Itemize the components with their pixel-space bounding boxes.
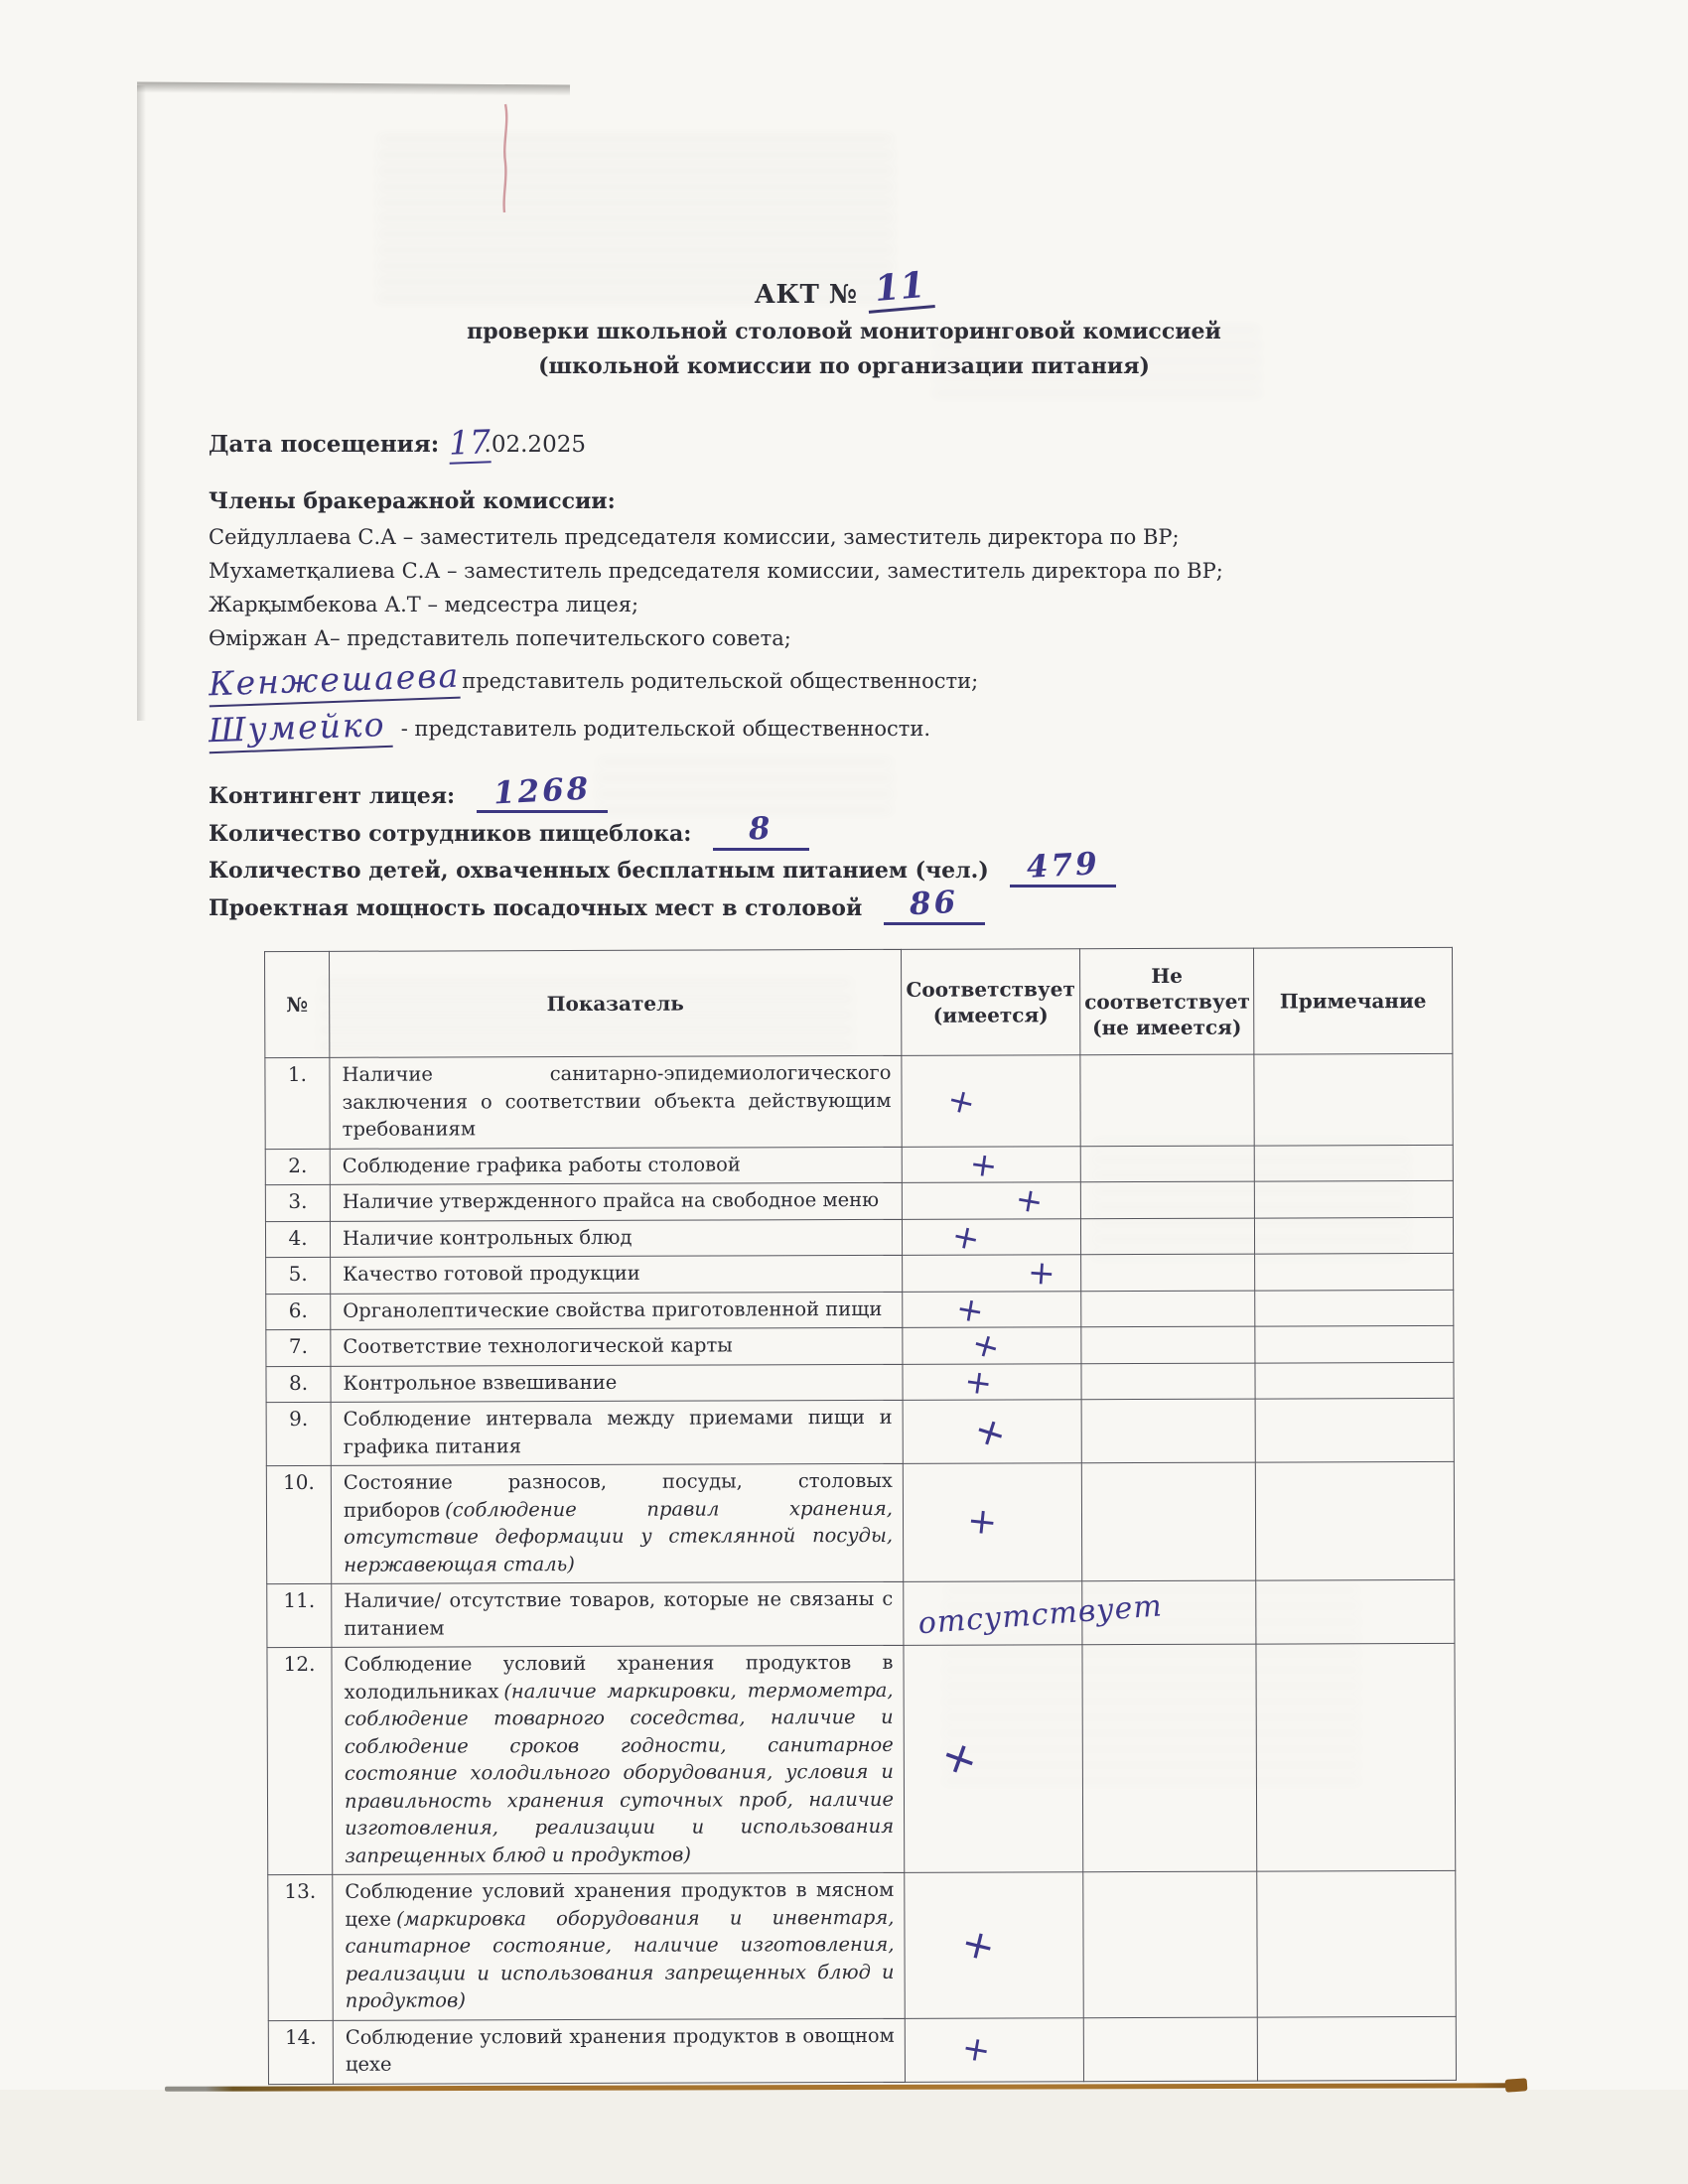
page-bottom-edge-corner bbox=[1505, 2078, 1528, 2093]
row-indicator bbox=[330, 1219, 902, 1258]
stat-label: Контингент лицея: bbox=[209, 783, 456, 809]
member-role: представитель родительской общественности; bbox=[462, 669, 979, 693]
indicator-italic: (соблюдение правил хранения, отсутствие деформации у стеклянной посуды, нержавеющая сталь) bbox=[344, 1496, 894, 1576]
row-indicator bbox=[331, 1400, 903, 1465]
cell-not-conforms bbox=[1080, 1146, 1254, 1182]
row-number: 9. bbox=[266, 1402, 331, 1465]
cell-not-conforms bbox=[1082, 1644, 1257, 1872]
page-edge-shadow-left bbox=[137, 85, 146, 721]
cell-not-conforms bbox=[1081, 1363, 1255, 1400]
stat-value-handwritten: 479 bbox=[1026, 846, 1101, 886]
table-row bbox=[267, 1643, 1456, 1874]
check-mark-handwritten: + bbox=[965, 1500, 1000, 1544]
cell-note bbox=[1254, 1053, 1453, 1145]
cell-conforms bbox=[903, 1288, 1081, 1331]
row-indicator bbox=[332, 1581, 904, 1647]
cell-conforms bbox=[902, 1143, 1080, 1186]
check-mark-handwritten: + bbox=[961, 1360, 995, 1404]
members-heading: Члены бракеражной комиссии: bbox=[209, 488, 616, 514]
document-title bbox=[0, 263, 1688, 315]
indicator-text: Наличие санитарно-эпидемиологического заключения о соответствии объекта действующим требованиям bbox=[342, 1060, 892, 1141]
stat-underline bbox=[713, 809, 809, 851]
stat-label: Проектная мощность посадочных мест в столовой bbox=[209, 894, 863, 921]
table-row bbox=[266, 1253, 1454, 1294]
col-header-number: № bbox=[265, 951, 330, 1057]
row-indicator bbox=[330, 1055, 902, 1149]
stat-label: Количество детей, охваченных бесплатным питанием (чел.) bbox=[209, 858, 989, 884]
stat-value-handwritten: 1268 bbox=[492, 770, 592, 812]
cell-note bbox=[1255, 1362, 1454, 1399]
check-mark-handwritten: + bbox=[947, 1214, 984, 1259]
visit-date-line bbox=[209, 421, 586, 462]
document-subtitle-1: проверки школьной столовой мониторинговой комиссией bbox=[467, 319, 1221, 344]
indicator-text: Наличие контрольных блюд bbox=[342, 1225, 633, 1250]
inspection-table-wrapper bbox=[264, 947, 1456, 2085]
check-mark-handwritten: + bbox=[968, 1406, 1013, 1457]
indicator-text: Наличие утвержденного прайса на свободное меню bbox=[342, 1187, 880, 1213]
check-mark-handwritten: + bbox=[1012, 1178, 1047, 1222]
cell-conforms bbox=[902, 1055, 1080, 1147]
cell-conforms bbox=[905, 2017, 1083, 2082]
scanner-background bbox=[0, 2090, 1688, 2184]
check-mark-handwritten: + bbox=[933, 1727, 986, 1789]
row-number: 3. bbox=[265, 1184, 330, 1221]
cell-not-conforms bbox=[1083, 1871, 1258, 2017]
row-indicator bbox=[331, 1364, 903, 1403]
cell-conforms bbox=[903, 1252, 1081, 1294]
check-mark-handwritten: + bbox=[956, 1919, 1000, 1972]
cell-note bbox=[1256, 1643, 1456, 1871]
cell-not-conforms bbox=[1081, 1399, 1255, 1463]
cell-not-conforms bbox=[1081, 1254, 1255, 1291]
cell-note bbox=[1255, 1290, 1454, 1326]
table-body bbox=[265, 1053, 1457, 2084]
stat-underline bbox=[1010, 846, 1116, 887]
check-mark-handwritten: + bbox=[1026, 1252, 1056, 1294]
cell-note bbox=[1255, 1253, 1454, 1290]
indicator-text: Контрольное взвешивание bbox=[343, 1370, 618, 1395]
red-pen-mark bbox=[492, 101, 518, 216]
stat-line bbox=[209, 809, 1499, 854]
table-header bbox=[265, 947, 1453, 1057]
page-edge-shadow-top bbox=[137, 81, 570, 95]
indicator-text: Соответствие технологической карты bbox=[343, 1333, 733, 1358]
cell-conforms bbox=[903, 1400, 1081, 1464]
row-number: 5. bbox=[266, 1257, 331, 1294]
inspection-table bbox=[264, 947, 1457, 2085]
row-number: 1. bbox=[265, 1057, 330, 1149]
cell-note bbox=[1255, 1398, 1454, 1462]
stat-label: Количество сотрудников пищеблока: bbox=[209, 820, 692, 847]
col-header-not-conforms: Не соответствует (не имеется) bbox=[1080, 948, 1254, 1055]
row-indicator bbox=[330, 1182, 902, 1221]
cafeteria-stats-section bbox=[209, 770, 1499, 927]
table-row bbox=[265, 1053, 1453, 1149]
stat-line bbox=[209, 846, 1499, 890]
signature-handwritten: Кенжешаева bbox=[208, 654, 461, 708]
member-role: - представитель родительской общественности. bbox=[400, 717, 931, 741]
col-header-conforms: Соответствует (имеется) bbox=[902, 949, 1080, 1056]
indicator-text: Состояние разносов, посуды, столовых приборов bbox=[343, 1468, 893, 1522]
table-row bbox=[266, 1325, 1454, 1366]
visit-date-rest: .02.2025 bbox=[484, 432, 586, 458]
act-number-handwritten: 11 bbox=[865, 263, 935, 314]
indicator-italic: (маркировка оборудования и инвентаря, санитарное состояние, наличие изготовления, реализации и использования запрещенных блюд и продуктов) bbox=[345, 1905, 895, 2012]
row-indicator bbox=[332, 1645, 905, 1874]
row-number: 7. bbox=[266, 1329, 331, 1366]
stat-value-handwritten: 8 bbox=[748, 809, 774, 848]
member-line-signed bbox=[209, 655, 1499, 703]
table-row bbox=[268, 1870, 1457, 2020]
title-prefix: АКТ № bbox=[754, 280, 858, 310]
row-number: 12. bbox=[267, 1647, 333, 1874]
indicator-text: Качество готовой продукции bbox=[343, 1261, 640, 1286]
cell-conforms bbox=[904, 1645, 1083, 1873]
signature-handwritten: Шумейко bbox=[208, 703, 392, 753]
indicator-text: Органолептические свойства приготовленной пищи bbox=[343, 1297, 883, 1322]
cell-not-conforms bbox=[1080, 1218, 1254, 1255]
member-line: Өміржан А– представитель попечительского совета; bbox=[209, 626, 791, 650]
cell-conforms bbox=[904, 1581, 1164, 1646]
cell-conforms bbox=[903, 1360, 1081, 1404]
indicator-text: Соблюдение условий хранения продуктов в холодильниках bbox=[344, 1650, 894, 1704]
indicator-text: Соблюдение условий хранения продуктов в овощном цехе bbox=[345, 2023, 895, 2076]
row-number: 6. bbox=[266, 1294, 331, 1330]
cell-not-conforms bbox=[1080, 1181, 1254, 1218]
cell-not-conforms bbox=[1081, 1291, 1255, 1327]
check-mark-handwritten: + bbox=[966, 1143, 1000, 1186]
document-header bbox=[0, 263, 1688, 384]
cell-note bbox=[1257, 1870, 1457, 2016]
stat-line bbox=[209, 884, 1499, 928]
table-row bbox=[265, 1180, 1453, 1221]
stat-line bbox=[209, 770, 1499, 816]
table-header-row bbox=[265, 947, 1453, 1057]
row-indicator bbox=[331, 1463, 903, 1583]
check-mark-handwritten: + bbox=[958, 2027, 994, 2072]
indicator-text: Соблюдение условий хранения продуктов в мясном цехе bbox=[345, 1877, 895, 1931]
row-number: 8. bbox=[266, 1366, 331, 1403]
cell-note bbox=[1257, 2016, 1456, 2081]
row-number: 2. bbox=[265, 1149, 330, 1185]
row-number: 13. bbox=[268, 1874, 334, 2020]
visit-date-day-handwritten: 17 bbox=[447, 422, 492, 463]
row-indicator bbox=[331, 1327, 903, 1366]
cell-conforms bbox=[903, 1322, 1081, 1368]
indicator-text: Соблюдение графика работы столовой bbox=[342, 1152, 741, 1177]
indicator-text: Соблюдение интервала между приемами пищи и графика питания bbox=[343, 1405, 893, 1458]
indicator-text: Наличие/ отсутствие товаров, которые не связаны с питанием bbox=[344, 1586, 894, 1640]
row-indicator bbox=[331, 1292, 903, 1330]
table-row bbox=[266, 1362, 1454, 1403]
table-row bbox=[266, 1398, 1454, 1465]
member-line: Сейдуллаева С.А – заместитель председателя комиссии, заместитель директора по ВР; bbox=[209, 525, 1180, 549]
table-row bbox=[266, 1461, 1454, 1583]
cell-conforms bbox=[905, 1872, 1084, 2018]
table-row bbox=[265, 1145, 1453, 1185]
handwritten-note-absent: отсутствует bbox=[916, 1588, 1164, 1642]
cell-conforms bbox=[902, 1214, 1080, 1259]
check-mark-handwritten: + bbox=[967, 1322, 1005, 1368]
cell-note bbox=[1254, 1180, 1453, 1217]
col-header-indicator: Показатель bbox=[330, 949, 902, 1057]
cell-conforms bbox=[902, 1178, 1080, 1222]
indicator-italic: (наличие маркировки, термометра, соблюдение товарного соседства, наличие и соблюдение сроков годности, санитарное состояние холодильного оборудования, условия и правильность хранения суточных проб, наличие изготовления, реализации и использования запрещенных блюд и продуктов) bbox=[344, 1678, 895, 1867]
cell-not-conforms bbox=[1081, 1462, 1255, 1581]
member-line-signed bbox=[209, 703, 1499, 751]
cell-note bbox=[1255, 1461, 1454, 1580]
check-mark-handwritten: + bbox=[942, 1078, 980, 1124]
stat-underline bbox=[477, 770, 608, 813]
row-number: 14. bbox=[268, 2020, 333, 2084]
row-indicator bbox=[330, 1147, 902, 1185]
row-number: 11. bbox=[267, 1583, 332, 1647]
check-mark-handwritten: + bbox=[952, 1288, 987, 1331]
cell-conforms bbox=[903, 1463, 1081, 1582]
row-indicator bbox=[331, 1255, 903, 1294]
document-subtitle-2: (школьной комиссии по организации питания) bbox=[538, 353, 1150, 379]
cell-note bbox=[1254, 1145, 1453, 1181]
row-number: 4. bbox=[265, 1221, 330, 1258]
stat-value-handwritten: 86 bbox=[909, 884, 960, 922]
cell-note bbox=[1254, 1217, 1453, 1254]
commission-members-section bbox=[209, 488, 1499, 751]
cell-note bbox=[1255, 1325, 1454, 1362]
table-row bbox=[266, 1290, 1454, 1330]
row-number: 10. bbox=[266, 1465, 331, 1583]
row-indicator bbox=[333, 2018, 905, 2084]
table-row bbox=[268, 2016, 1456, 2084]
visit-date-label: Дата посещения: bbox=[209, 431, 440, 458]
col-header-note: Примечание bbox=[1254, 947, 1453, 1054]
row-indicator bbox=[333, 1872, 906, 2020]
cell-not-conforms bbox=[1080, 1054, 1254, 1146]
cell-not-conforms bbox=[1081, 1326, 1255, 1363]
member-line: Мухаметқалиева С.А – заместитель председателя комиссии, заместитель директора по ВР; bbox=[209, 559, 1223, 583]
member-line: Жарқымбекова А.Т – медсестра лицея; bbox=[209, 593, 639, 616]
table-row bbox=[267, 1579, 1455, 1647]
table-row bbox=[265, 1217, 1453, 1258]
stat-underline bbox=[884, 884, 985, 925]
cell-not-conforms bbox=[1083, 2017, 1257, 2082]
cell-note bbox=[1256, 1579, 1455, 1644]
